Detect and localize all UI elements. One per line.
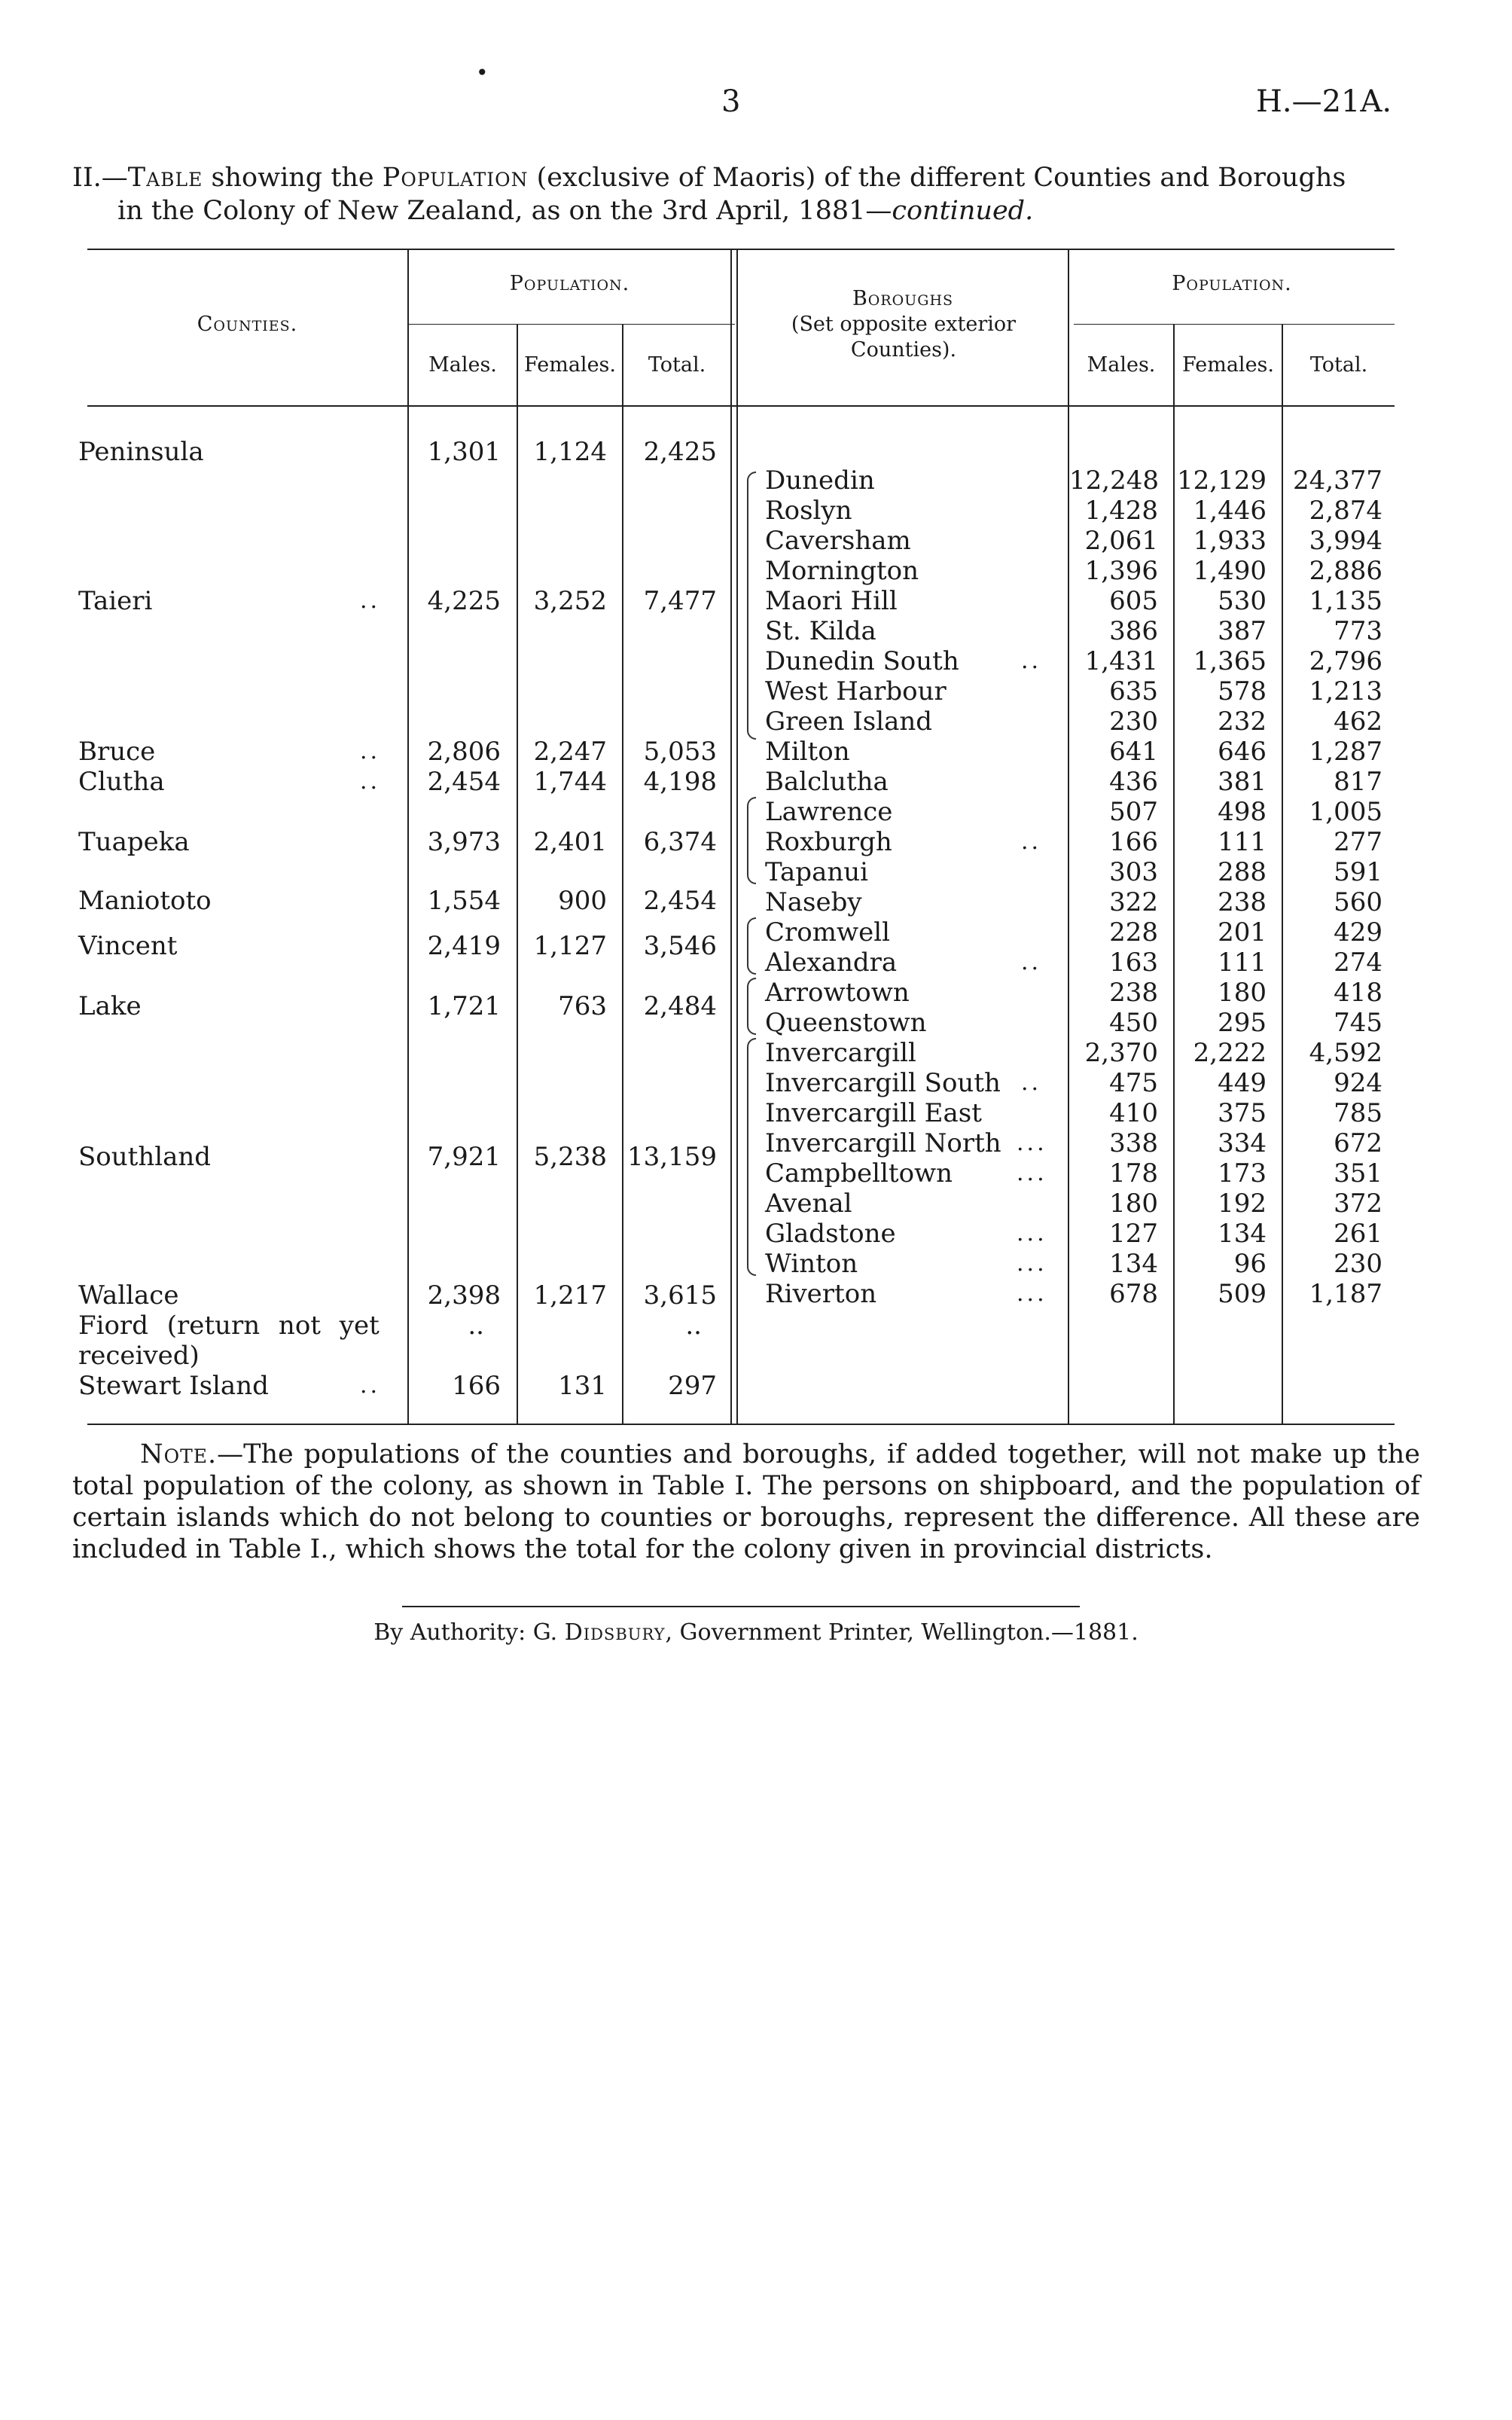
header-population-left: Population.	[509, 272, 630, 295]
county-total: 2,454	[643, 886, 717, 916]
page-number: 3	[721, 84, 741, 119]
borough-males: 2,370	[1084, 1038, 1158, 1068]
borough-total: 418	[1334, 978, 1382, 1008]
borough-females: 180	[1218, 978, 1267, 1008]
borough-name: Riverton	[765, 1279, 877, 1309]
county-name: Taieri	[78, 586, 153, 616]
county-females: 763	[558, 991, 607, 1021]
county-total: 2,425	[643, 437, 717, 467]
borough-name: Invercargill	[765, 1038, 916, 1068]
county-total: 7,477	[643, 586, 717, 616]
brace-tuapeka-group	[747, 797, 756, 884]
borough-total: 1,287	[1309, 737, 1382, 767]
borough-total: 745	[1334, 1008, 1382, 1038]
borough-total: 924	[1334, 1068, 1382, 1098]
borough-females: 192	[1218, 1189, 1267, 1219]
borough-total: 1,213	[1309, 676, 1382, 706]
col-divider-2	[517, 324, 518, 1424]
header-boroughs-sub: (Set opposite exterior Counties).	[791, 313, 1017, 362]
caption-line2: in the Colony of New Zealand, as on the 3rd April, 1881—	[117, 196, 892, 226]
caption-line2-wrap	[72, 194, 1413, 227]
header-males-left: Males.	[428, 353, 497, 377]
borough-leader-dots: ...	[1017, 1220, 1047, 1247]
borough-name: Mornington	[765, 556, 919, 586]
header-boroughs: Boroughs	[852, 287, 954, 310]
county-males: 2,806	[427, 737, 501, 767]
county-males: 2,398	[427, 1280, 501, 1311]
borough-females: 1,446	[1193, 496, 1267, 526]
table-note	[72, 1439, 1420, 1565]
borough-males: 180	[1109, 1189, 1158, 1219]
borough-females: 2,222	[1193, 1038, 1267, 1068]
borough-males: 127	[1109, 1219, 1158, 1249]
authority-printer-name: Didsbury	[564, 1619, 666, 1646]
borough-females: 295	[1218, 1008, 1267, 1038]
borough-females: 498	[1218, 797, 1267, 827]
borough-total: 2,796	[1309, 646, 1382, 676]
table-top-rule	[87, 249, 1395, 250]
county-females: 1,744	[533, 767, 607, 797]
county-males: 2,419	[427, 931, 501, 961]
county-total: 6,374	[643, 827, 717, 857]
borough-males: 1,428	[1084, 496, 1158, 526]
caption-population-word: Population	[382, 163, 529, 193]
caption-part1: showing the	[203, 163, 383, 193]
borough-total: 1,187	[1309, 1279, 1382, 1309]
county-total: ..	[685, 1311, 702, 1341]
borough-name: Tapanui	[765, 857, 869, 887]
borough-leader-dots: ..	[1021, 1070, 1042, 1096]
borough-females: 232	[1218, 706, 1267, 737]
borough-name: Milton	[765, 737, 850, 767]
borough-males: 1,431	[1084, 646, 1158, 676]
header-males-right: Males.	[1087, 353, 1156, 377]
borough-females: 12,129	[1177, 465, 1267, 496]
county-total: 3,615	[643, 1280, 717, 1311]
borough-females: 375	[1218, 1098, 1267, 1128]
borough-females: 238	[1218, 887, 1267, 917]
county-males: 166	[452, 1371, 501, 1401]
borough-name: Alexandra	[765, 948, 898, 978]
county-females: 2,401	[533, 827, 607, 857]
borough-name: Avenal	[765, 1189, 852, 1219]
borough-total: 1,005	[1309, 797, 1382, 827]
borough-females: 1,365	[1193, 646, 1267, 676]
county-males: ..	[468, 1311, 484, 1341]
borough-leader-dots: ...	[1017, 1250, 1047, 1277]
col-divider-5	[736, 249, 738, 1424]
borough-females: 646	[1218, 737, 1267, 767]
borough-name: Lawrence	[765, 797, 893, 827]
borough-total: 274	[1334, 948, 1382, 978]
borough-name: Arrowtown	[765, 978, 910, 1008]
borough-total: 560	[1334, 887, 1382, 917]
borough-females: 509	[1218, 1279, 1267, 1309]
county-total: 2,484	[643, 991, 717, 1021]
borough-name: Winton	[765, 1249, 858, 1279]
borough-leader-dots: ..	[1021, 829, 1042, 855]
borough-males: 178	[1109, 1158, 1158, 1189]
county-females: 1,127	[533, 931, 607, 961]
county-females: 1,217	[533, 1280, 607, 1311]
borough-males: 605	[1109, 586, 1158, 616]
borough-total: 817	[1334, 767, 1382, 797]
borough-total: 2,886	[1309, 556, 1382, 586]
county-females: 131	[558, 1371, 607, 1401]
header-total-left: Total.	[648, 353, 706, 377]
borough-females: 387	[1218, 616, 1267, 646]
borough-females: 173	[1218, 1158, 1267, 1189]
borough-females: 530	[1218, 586, 1267, 616]
borough-total: 773	[1334, 616, 1382, 646]
brace-lake-group	[747, 978, 756, 1035]
borough-females: 449	[1218, 1068, 1267, 1098]
table-caption	[72, 161, 1413, 227]
county-leader-dots: ..	[360, 587, 381, 614]
borough-males: 507	[1109, 797, 1158, 827]
brace-southland-group	[747, 1038, 756, 1276]
borough-males: 228	[1109, 917, 1158, 948]
county-name: Lake	[78, 991, 142, 1021]
borough-males: 386	[1109, 616, 1158, 646]
borough-females: 201	[1218, 917, 1267, 948]
county-name: Clutha	[78, 767, 165, 797]
note-label: Note.	[140, 1439, 218, 1469]
borough-name: Cromwell	[765, 917, 890, 948]
county-leader-dots: ..	[360, 738, 381, 764]
borough-total: 462	[1334, 706, 1382, 737]
borough-name: Roxburgh	[765, 827, 892, 857]
borough-females: 134	[1218, 1219, 1267, 1249]
county-females: 2,247	[533, 737, 607, 767]
borough-name: Invercargill East	[765, 1098, 982, 1128]
borough-females: 1,933	[1193, 526, 1267, 556]
caption-prefix: II.—	[72, 163, 128, 193]
caption-part2: (exclusive of Maoris) of the different Counties and Boroughs	[528, 163, 1346, 193]
borough-name: Campbelltown	[765, 1158, 953, 1189]
caption-table-word: Table	[127, 163, 203, 193]
borough-name: Dunedin South	[765, 646, 959, 676]
borough-leader-dots: ..	[1021, 949, 1042, 975]
borough-name: St. Kilda	[765, 616, 876, 646]
borough-total: 672	[1334, 1128, 1382, 1158]
borough-males: 303	[1109, 857, 1158, 887]
borough-total: 785	[1334, 1098, 1382, 1128]
county-total: 4,198	[643, 767, 717, 797]
borough-name: Invercargill North	[765, 1128, 1001, 1158]
borough-name: Balclutha	[765, 767, 889, 797]
header-population-right: Population.	[1172, 272, 1292, 295]
county-males: 2,454	[427, 767, 501, 797]
borough-name: Naseby	[765, 887, 862, 917]
borough-females: 1,490	[1193, 556, 1267, 586]
borough-males: 2,061	[1084, 526, 1158, 556]
county-males: 7,921	[427, 1142, 501, 1172]
header-females-right: Females.	[1182, 353, 1274, 377]
brace-vincent-group	[747, 917, 756, 975]
county-females: 900	[558, 886, 607, 916]
authority-prefix: By Authority: G.	[373, 1619, 565, 1646]
county-total: 5,053	[643, 737, 717, 767]
subhead-rule-left	[409, 324, 735, 325]
county-males: 1,301	[427, 437, 501, 467]
borough-total: 372	[1334, 1189, 1382, 1219]
county-name: received)	[78, 1341, 200, 1371]
borough-females: 288	[1218, 857, 1267, 887]
county-males: 1,554	[427, 886, 501, 916]
county-total: 3,546	[643, 931, 717, 961]
printer-authority	[0, 1619, 1512, 1646]
borough-males: 238	[1109, 978, 1158, 1008]
county-name: Bruce	[78, 737, 156, 767]
county-total: 13,159	[627, 1142, 717, 1172]
borough-name: Queenstown	[765, 1008, 927, 1038]
county-name: Tuapeka	[78, 827, 190, 857]
borough-males: 338	[1109, 1128, 1158, 1158]
county-name: Maniototo	[78, 886, 212, 916]
borough-males: 163	[1109, 948, 1158, 978]
borough-total: 261	[1334, 1219, 1382, 1249]
county-males: 1,721	[427, 991, 501, 1021]
borough-males: 12,248	[1069, 465, 1159, 496]
borough-females: 96	[1233, 1249, 1267, 1279]
borough-total: 2,874	[1309, 496, 1382, 526]
header-bottom-rule	[87, 405, 1395, 407]
borough-name: Dunedin	[765, 465, 875, 496]
county-name: Fiord (return not yet	[78, 1311, 380, 1341]
borough-total: 591	[1334, 857, 1382, 887]
borough-males: 641	[1109, 737, 1158, 767]
borough-males: 475	[1109, 1068, 1158, 1098]
borough-males: 450	[1109, 1008, 1158, 1038]
table-bottom-rule	[87, 1424, 1395, 1425]
borough-females: 334	[1218, 1128, 1267, 1158]
county-name: Wallace	[78, 1280, 179, 1311]
header-total-right: Total.	[1309, 353, 1368, 377]
borough-males: 678	[1109, 1279, 1158, 1309]
subhead-rule-right	[1074, 324, 1395, 325]
borough-males: 134	[1109, 1249, 1158, 1279]
borough-males: 166	[1109, 827, 1158, 857]
borough-total: 24,377	[1293, 465, 1382, 496]
county-males: 4,225	[427, 586, 501, 616]
county-name: Southland	[78, 1142, 212, 1172]
borough-males: 410	[1109, 1098, 1158, 1128]
borough-total: 3,994	[1309, 526, 1382, 556]
borough-total: 277	[1334, 827, 1382, 857]
note-text: —The populations of the counties and boroughs, if added together, will not make up the total population of the colony, as shown in Table I. The persons on shipboard, and the population of certain islands which do not belong to counties or boroughs, represent the difference. All these are included in Table I., which shows the total for the colony given in provincial districts.	[72, 1439, 1420, 1564]
header-females-left: Females.	[524, 353, 616, 377]
borough-total: 1,135	[1309, 586, 1382, 616]
borough-leader-dots: ..	[1021, 648, 1042, 674]
borough-name: West Harbour	[765, 676, 947, 706]
county-leader-dots: ..	[360, 768, 381, 795]
county-name: Stewart Island	[78, 1371, 269, 1401]
borough-total: 4,592	[1309, 1038, 1382, 1068]
borough-females: 578	[1218, 676, 1267, 706]
document-reference: H.—21A.	[1256, 84, 1392, 119]
borough-leader-dots: ...	[1017, 1160, 1047, 1186]
borough-name: Maori Hill	[765, 586, 898, 616]
county-females: 1,124	[533, 437, 607, 467]
borough-males: 1,396	[1084, 556, 1158, 586]
authority-suffix: , Government Printer, Wellington.—1881.	[665, 1619, 1139, 1646]
authority-rule	[402, 1606, 1080, 1607]
borough-males: 230	[1109, 706, 1158, 737]
borough-males: 322	[1109, 887, 1158, 917]
caption-continued: continued.	[892, 196, 1034, 226]
col-divider-3	[622, 324, 623, 1424]
borough-females: 111	[1218, 827, 1267, 857]
county-females: 5,238	[533, 1142, 607, 1172]
header-counties: Counties.	[197, 313, 298, 336]
borough-name: Roslyn	[765, 496, 852, 526]
county-females: 3,252	[533, 586, 607, 616]
borough-total: 351	[1334, 1158, 1382, 1189]
borough-leader-dots: ...	[1017, 1130, 1047, 1156]
borough-males: 436	[1109, 767, 1158, 797]
borough-females: 381	[1218, 767, 1267, 797]
borough-name: Gladstone	[765, 1219, 896, 1249]
borough-name: Caversham	[765, 526, 911, 556]
county-leader-dots: ..	[360, 1372, 381, 1399]
county-name: Peninsula	[78, 437, 204, 467]
county-total: 297	[668, 1371, 717, 1401]
borough-total: 230	[1334, 1249, 1382, 1279]
col-divider-4	[730, 249, 732, 1424]
brace-dunedin-group	[747, 471, 756, 740]
borough-name: Invercargill South	[765, 1068, 1001, 1098]
borough-males: 635	[1109, 676, 1158, 706]
borough-total: 429	[1334, 917, 1382, 948]
borough-females: 111	[1218, 948, 1267, 978]
borough-name: Green Island	[765, 706, 933, 737]
page-mark: •	[476, 60, 489, 85]
county-name: Vincent	[78, 931, 178, 961]
borough-leader-dots: ...	[1017, 1280, 1047, 1307]
county-males: 3,973	[427, 827, 501, 857]
